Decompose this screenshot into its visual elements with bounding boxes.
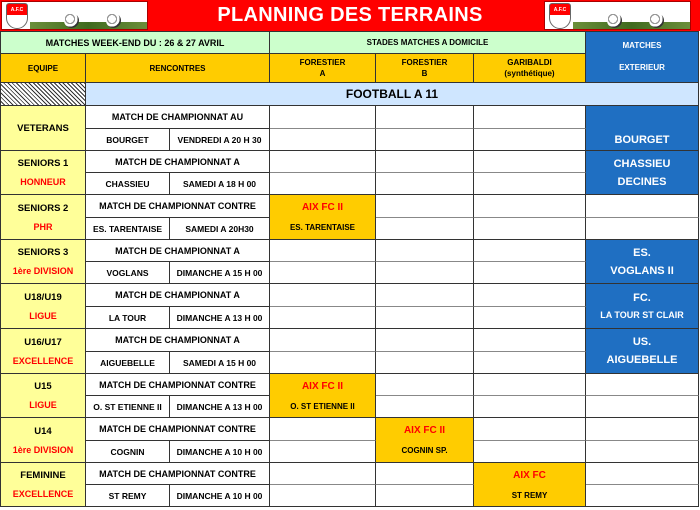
team-name: VETERANS [17,122,69,134]
match-type-label: MATCH DE CHAMPIONNAT A [115,335,240,345]
forestier-a-slot [270,106,376,129]
garibaldi-slot [474,441,586,463]
garibaldi-home-team: AIX FC [513,469,546,481]
forestier-a-slot [270,195,376,240]
team-cell [0,151,86,195]
column-garibaldi: GARIBALDI (synthétique) [474,54,586,83]
opponent-name: ST REMY [108,490,147,501]
grass-decoration [30,22,147,29]
football-icon [64,13,79,28]
forestier-b-slot [376,262,474,284]
opponent-name: CHASSIEU [105,178,150,189]
opponent-name: BOURGET [106,134,149,145]
match-type-label: MATCH DE CHAMPIONNAT AU [111,112,244,122]
away-match-slot [586,195,699,218]
garibaldi-slot [474,352,586,374]
away-match-slot [586,218,699,240]
match-type-label: MATCH DE CHAMPIONNAT CONTRE [99,201,256,211]
away-match-slot [586,396,699,418]
hatched-cell [0,83,86,106]
away-match-slot [586,151,699,195]
team-name: U14 [34,425,52,437]
match-type-label: MATCH DE CHAMPIONNAT A [115,245,240,256]
match-datetime [170,441,270,463]
opponent [86,396,170,418]
forestier-b-slot [376,307,474,329]
forestier-b-slot [376,485,474,507]
match-datetime [170,173,270,195]
forestier-b-slot [376,106,474,129]
away-venue-detail: AIGUEBELLE [606,354,678,366]
garibaldi-slot [474,218,586,240]
forestier-b-slot [376,396,474,418]
home-stadiums-header: STADES MATCHES A DOMICILE [270,31,586,54]
opponent [86,218,170,240]
garibaldi-opponent: ST REMY [511,490,548,500]
away-match-slot [586,284,699,329]
team-cell [0,374,86,418]
match-datetime [170,307,270,329]
forestier-a-slot [270,262,376,284]
match-datetime-label: DIMANCHE A 13 H 00 [176,401,263,412]
team-division: HONNEUR [20,177,66,187]
match-type [86,284,270,307]
match-type [86,374,270,396]
forestier-a-slot [270,151,376,173]
forestier-a-home-team: AIX FC II [301,202,344,213]
away-venue: CHASSIEU [613,157,671,170]
garibaldi-slot [474,463,586,507]
garibaldi-slot [474,240,586,262]
team-cell [0,284,86,329]
away-match-slot [586,418,699,441]
match-type [86,329,270,352]
team-name: U18/U19 [24,291,62,303]
forestier-b-slot [376,129,474,151]
opponent [86,485,170,507]
away-match-slot [586,106,699,151]
team-cell [0,240,86,284]
forestier-a-slot [270,463,376,485]
football-icon [649,13,664,28]
team-name: SENIORS 1 [17,158,69,169]
away-venue: BOURGET [614,134,670,146]
away-venue-detail: DECINES [617,175,667,188]
forestier-b-opponent: COGNIN SP. [401,446,448,455]
match-type-label: MATCH DE CHAMPIONNAT CONTRE [99,379,256,390]
match-type [86,418,270,441]
forestier-a-opponent: ES. TARENTAISE [289,223,356,232]
away-matches-header: MATCHES EXTERIEUR [586,31,699,83]
garibaldi-slot [474,374,586,396]
opponent [86,262,170,284]
match-type-label: MATCH DE CHAMPIONNAT CONTRE [99,424,256,434]
forestier-b-slot [376,240,474,262]
forestier-a-slot [270,173,376,195]
opponent [86,307,170,329]
away-venue: FC. [633,292,651,304]
team-cell [0,463,86,507]
opponent-name: AIGUEBELLE [100,357,155,368]
team-name: FEMININE [20,470,66,481]
garibaldi-slot [474,284,586,307]
club-crest-icon: A.F.C [6,3,28,29]
forestier-b-slot [376,195,474,218]
opponent-name: COGNIN [110,446,145,457]
match-type [86,240,270,262]
forestier-a-slot [270,307,376,329]
away-venue: US. [632,336,652,348]
opponent-name: VOGLANS [106,267,149,278]
team-division: 1ère DIVISION [12,266,74,276]
team-cell [0,195,86,240]
team-name: U15 [34,381,52,392]
team-cell [0,418,86,463]
garibaldi-slot [474,173,586,195]
forestier-a-slot [270,374,376,418]
garibaldi-slot [474,307,586,329]
match-datetime-label: DIMANCHE A 13 H 00 [176,312,263,323]
club-logo-left [1,1,148,30]
match-datetime [170,485,270,507]
forestier-a-slot [270,284,376,307]
column-forestier-a: FORESTIER A [270,54,376,83]
away-match-slot [586,441,699,463]
team-division: LIGUE [29,400,57,410]
away-venue-detail: VOGLANS II [610,264,674,277]
match-datetime-label: SAMEDI A 20H30 [185,223,254,234]
match-datetime-label: SAMEDI A 18 H 00 [182,178,257,189]
match-type-label: MATCH DE CHAMPIONNAT CONTRE [99,468,256,479]
team-division: 1ère DIVISION [12,444,74,455]
forestier-a-slot [270,129,376,151]
garibaldi-slot [474,195,586,218]
match-type-label: MATCH DE CHAMPIONNAT A [115,156,240,167]
match-datetime [170,262,270,284]
forestier-a-opponent: O. ST ETIENNE II [290,401,355,411]
match-datetime-label: VENDREDI A 20 H 30 [177,134,262,145]
garibaldi-slot [474,262,586,284]
football-icon [106,13,121,28]
team-name: SENIORS 3 [17,247,69,258]
column-rencontres: RENCONTRES [86,54,270,83]
away-match-slot [586,240,699,284]
team-division: PHR [33,221,53,232]
opponent [86,129,170,151]
opponent-name: O. ST ETIENNE II [93,401,162,412]
match-datetime [170,396,270,418]
opponent [86,441,170,463]
team-cell [0,329,86,374]
club-crest-icon: A.F.C [549,3,571,29]
forestier-b-slot [376,218,474,240]
forestier-b-slot [376,329,474,352]
garibaldi-slot [474,329,586,352]
team-division: EXCELLENCE [12,489,74,499]
away-match-slot [586,485,699,507]
forestier-b-slot [376,151,474,173]
team-division: EXCELLENCE [12,355,74,366]
forestier-a-slot [270,441,376,463]
match-datetime-label: DIMANCHE A 10 H 00 [176,446,263,457]
match-datetime [170,218,270,240]
forestier-a-slot [270,485,376,507]
match-dates-header: MATCHES WEEK-END DU : 26 & 27 AVRIL [0,31,270,54]
page-title: PLANNING DES TERRAINS [217,4,483,26]
forestier-b-slot [376,173,474,195]
garibaldi-slot [474,151,586,173]
match-datetime-label: DIMANCHE A 15 H 00 [176,267,263,278]
opponent-name: ES. TARENTAISE [92,223,163,234]
opponent [86,352,170,374]
opponent-name: LA TOUR [108,312,147,323]
garibaldi-slot [474,396,586,418]
forestier-a-slot [270,240,376,262]
garibaldi-slot [474,129,586,151]
match-type [86,463,270,485]
away-match-slot [586,374,699,396]
forestier-a-home-team: AIX FC II [301,380,344,392]
forestier-b-slot [376,418,474,463]
match-datetime [170,352,270,374]
column-equipe: EQUIPE [0,54,86,83]
forestier-b-slot [376,374,474,396]
away-venue-detail: LA TOUR ST CLAIR [600,310,684,320]
team-name: SENIORS 2 [17,202,69,214]
garibaldi-slot [474,106,586,129]
column-forestier-b: FORESTIER B [376,54,474,83]
forestier-b-slot [376,463,474,485]
forestier-b-slot [376,352,474,374]
opponent [86,173,170,195]
match-type-label: MATCH DE CHAMPIONNAT A [115,290,240,300]
match-datetime-label: DIMANCHE A 10 H 00 [176,490,263,501]
away-match-slot [586,329,699,374]
team-cell [0,106,86,151]
team-division: LIGUE [29,310,57,321]
match-datetime [170,129,270,151]
forestier-b-slot [376,284,474,307]
forestier-b-home-team: AIX FC II [403,425,446,436]
section-football-a-11: FOOTBALL A 11 [86,83,699,106]
away-venue: ES. [633,246,651,259]
forestier-a-slot [270,418,376,441]
match-datetime-label: SAMEDI A 15 H 00 [182,357,257,368]
garibaldi-slot [474,418,586,441]
grass-decoration [573,22,690,29]
forestier-a-slot [270,352,376,374]
away-match-slot [586,463,699,485]
club-logo-right [544,1,691,30]
football-icon [607,13,622,28]
team-name: U16/U17 [24,336,62,348]
forestier-a-slot [270,329,376,352]
match-type [86,151,270,173]
match-type [86,106,270,129]
match-type [86,195,270,218]
